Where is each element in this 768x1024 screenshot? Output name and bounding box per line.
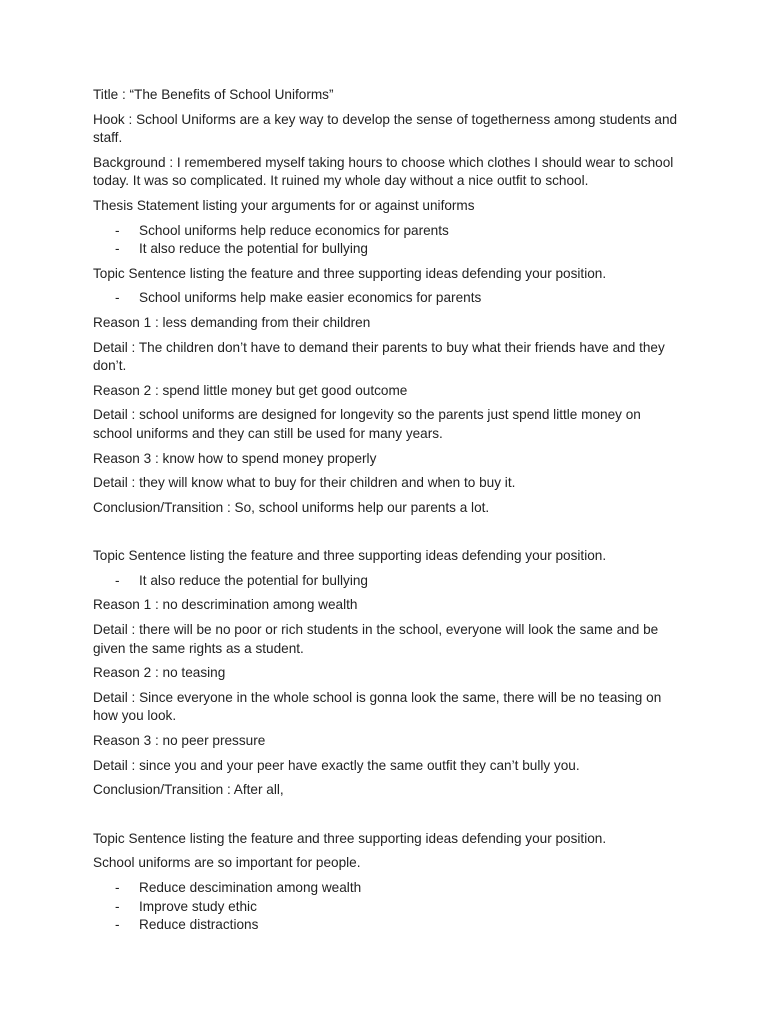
- section1-reason2: Reason 2 : spend little money but get good outcome: [93, 382, 408, 398]
- section3-statement: School uniforms are so important for people.: [93, 855, 361, 871]
- section2-reason3: Reason 3 : no peer pressure: [93, 733, 266, 749]
- list-item-text: Improve study ethic: [139, 898, 257, 914]
- section3-topic: Topic Sentence listing the feature and three supporting ideas defending your position.: [93, 830, 607, 846]
- list-item-text: It also reduce the potential for bullying: [139, 572, 368, 588]
- list-item: [93, 916, 678, 935]
- section1-detail3: Detail : they will know what to buy for their children and when to buy it.: [93, 475, 516, 491]
- section2-list: [93, 572, 678, 591]
- section2-detail1: Detail : there will be no poor or rich students in the school, everyone will look the same and be given the same rights as a student.: [93, 622, 659, 656]
- section2-reason2: Reason 2 : no teasing: [93, 665, 226, 681]
- bullet-dash: -: [115, 572, 120, 588]
- list-item: [93, 898, 678, 917]
- bullet-dash: -: [115, 898, 120, 914]
- bullet-dash: -: [115, 222, 120, 238]
- list-item: [93, 240, 678, 259]
- list-item-text: Reduce descimination among wealth: [139, 880, 362, 895]
- section1-detail1: Detail : The children don’t have to demand their parents to buy what their friends have and they don’t.: [93, 339, 665, 374]
- list-item-text: Reduce distractions: [139, 917, 259, 933]
- section1-topic: Topic Sentence listing the feature and three supporting ideas defending your position.: [93, 265, 607, 281]
- list-item-text: School uniforms help make easier economics for parents: [139, 290, 482, 306]
- essay-title: Title : “The Benefits of School Uniforms”: [93, 87, 334, 102]
- list-item: [93, 879, 678, 898]
- blank-line: [93, 806, 678, 830]
- background-paragraph: Background : I remembered myself taking hours to choose which clothes I should wear to school today. It was so complicated. It ruined my whole day without a nice outfit to school.: [93, 154, 674, 189]
- section1-detail2: Detail : school uniforms are designed for longevity so the parents just spend little money on school uniforms and they can still be used for many years.: [93, 407, 641, 441]
- section1-list: [93, 289, 678, 308]
- thesis-statement: Thesis Statement listing your arguments for or against uniforms: [93, 197, 475, 213]
- section2-topic: Topic Sentence listing the feature and three supporting ideas defending your position.: [93, 548, 607, 564]
- section2-detail2: Detail : Since everyone in the whole school is gonna look the same, there will be no teasing on how you look.: [93, 689, 662, 724]
- section1-reason1: Reason 1 : less demanding from their children: [93, 314, 371, 330]
- list-item: [93, 222, 678, 241]
- list-item: [93, 289, 678, 308]
- list-item-text: It also reduce the potential for bullying: [139, 241, 368, 257]
- section1-conclusion: Conclusion/Transition : So, school uniforms help our parents a lot.: [93, 499, 490, 515]
- thesis-list: [93, 222, 678, 259]
- list-item-text: School uniforms help reduce economics for parents: [139, 222, 449, 238]
- section3-list: [93, 879, 678, 935]
- section2-reason1: Reason 1 : no descrimination among wealth: [93, 597, 358, 613]
- section1-reason3: Reason 3 : know how to spend money properly: [93, 450, 377, 466]
- bullet-dash: -: [115, 917, 120, 933]
- bullet-dash: -: [115, 290, 120, 306]
- list-item: [93, 572, 678, 591]
- section2-conclusion: Conclusion/Transition : After all,: [93, 782, 284, 798]
- bullet-dash: -: [115, 241, 120, 257]
- document-body: [93, 86, 678, 941]
- bullet-dash: -: [115, 880, 120, 895]
- section2-detail3: Detail : since you and your peer have exactly the same outfit they can’t bully you.: [93, 757, 580, 773]
- blank-line: [93, 523, 678, 547]
- hook-paragraph: Hook : School Uniforms are a key way to develop the sense of togetherness among students and staff.: [93, 111, 678, 146]
